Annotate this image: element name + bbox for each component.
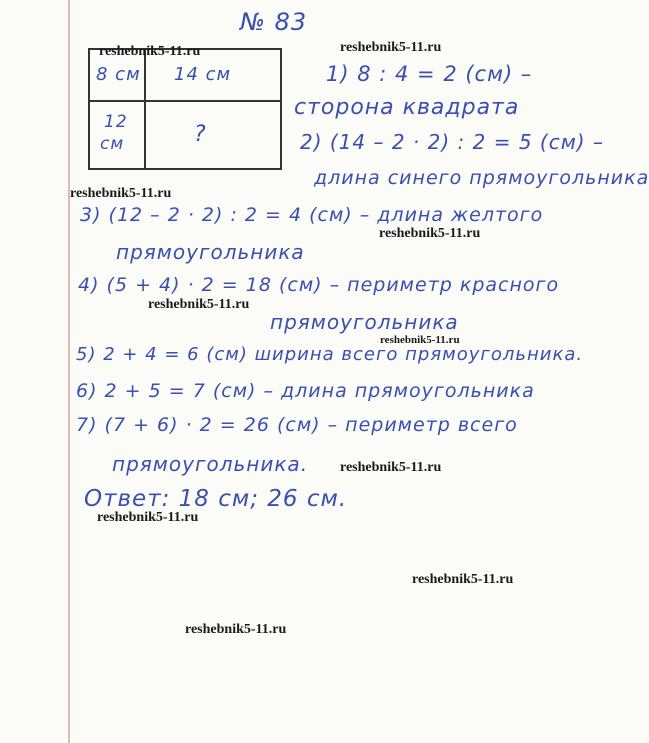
dimensions-table — [88, 48, 282, 170]
solution-step-7b: прямоугольника. — [112, 452, 309, 476]
table-divider-vertical — [144, 50, 146, 168]
watermark-9: reshebnik5-11.ru — [412, 572, 514, 587]
solution-step-6: 6) 2 + 5 = 7 (см) – длина прямоугольника — [76, 380, 535, 402]
table-cell-bottom-left-value: 12 — [104, 112, 128, 132]
solution-step-2b: длина синего прямоугольника — [314, 167, 649, 189]
watermark-3: reshebnik5-11.ru — [70, 186, 172, 201]
watermark-4: reshebnik5-11.ru — [379, 226, 481, 241]
solution-step-3a: 3) (12 – 2 · 2) : 2 = 4 (см) – длина желтого — [80, 204, 544, 226]
margin-line — [68, 0, 70, 743]
watermark-6: reshebnik5-11.ru — [380, 334, 460, 346]
solution-step-4a: 4) (5 + 4) · 2 = 18 (см) – периметр красного — [78, 274, 560, 296]
watermark-8: reshebnik5-11.ru — [97, 510, 199, 525]
solution-step-3b: прямоугольника — [116, 240, 305, 264]
solution-step-5: 5) 2 + 4 = 6 (см) ширина всего прямоугольника. — [76, 344, 584, 365]
table-cell-top-left: 8 см — [96, 64, 141, 85]
answer-line: Ответ: 18 см; 26 см. — [84, 486, 348, 512]
solution-step-1b: сторона квадрата — [294, 95, 520, 120]
table-cell-bottom-left-unit: см — [100, 134, 125, 154]
table-divider-horizontal — [90, 100, 280, 102]
watermark-5: reshebnik5-11.ru — [148, 297, 250, 312]
watermark-1: reshebnik5-11.ru — [99, 44, 201, 59]
problem-number: № 83 — [240, 8, 308, 36]
solution-step-1a: 1) 8 : 4 = 2 (см) – — [326, 62, 533, 86]
solution-step-7a: 7) (7 + 6) · 2 = 26 (см) – периметр всего — [76, 414, 518, 436]
solution-step-4b: прямоугольника — [270, 310, 459, 334]
table-cell-top-right: 14 см — [174, 64, 232, 85]
table-cell-bottom-right: ? — [194, 122, 207, 147]
solution-step-2a: 2) (14 – 2 · 2) : 2 = 5 (см) – — [300, 130, 604, 154]
watermark-10: reshebnik5-11.ru — [185, 622, 287, 637]
watermark-2: reshebnik5-11.ru — [340, 40, 442, 55]
watermark-7: reshebnik5-11.ru — [340, 460, 442, 475]
